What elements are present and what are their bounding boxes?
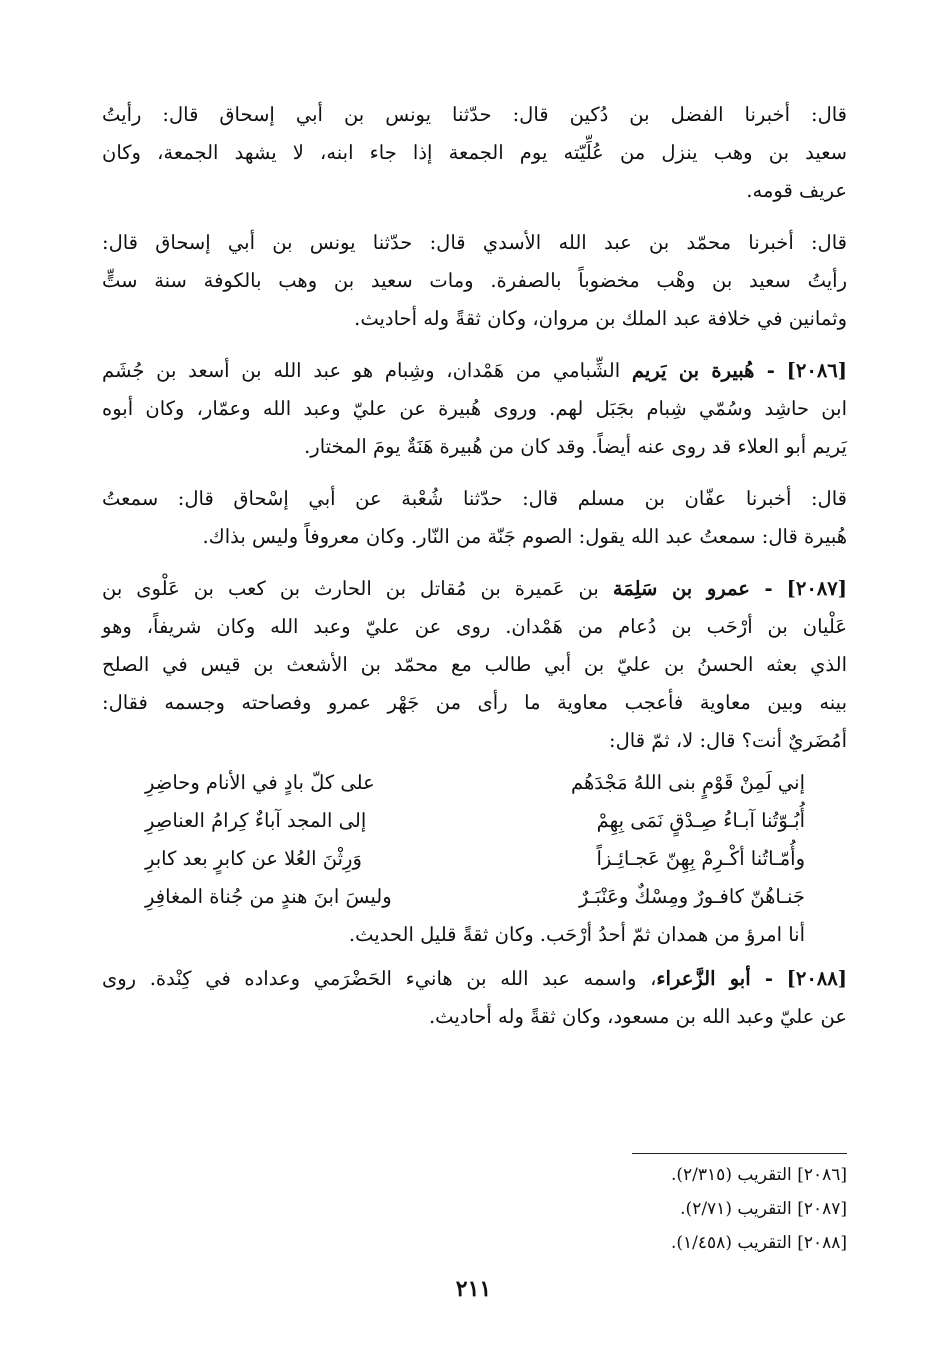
poem-verse — [145, 764, 805, 802]
entry-heading-line — [102, 570, 847, 608]
entry-number: [٢٠٨٨] — [786, 967, 847, 990]
entry-text: ، واسمه عبد الله بن هانيء الحَضْرَمي وعداده في كِنْدة. روى — [102, 967, 657, 990]
text-line: عن عليّ وعبد الله بن مسعود، وكان ثقةً وله أحاديث. — [428, 1005, 847, 1028]
text-line: الذي بعثه الحسنُ بن عليّ بن أبي طالب مع محمّد بن الأشعث بن قيس في الصلح — [102, 653, 847, 676]
footnote-divider — [632, 1153, 847, 1154]
poem-second-hemistich: إلى المجد آباءٌ كِرامُ العناصِرِ — [145, 809, 367, 832]
footnotes — [447, 1158, 847, 1260]
poem-first-hemistich: أُبُـوّتُنا آبـاءُ صِـدْقٍ نَمَى بِهِمْ — [596, 809, 805, 832]
poem-verse — [145, 878, 805, 916]
page-body — [102, 96, 847, 1050]
entry-number: [٢٠٨٧] — [786, 577, 847, 600]
entry-name: - عمرو بن سَلِمَة — [612, 577, 773, 600]
entry-2088 — [102, 960, 847, 1036]
text-line: يَريم أبو العلاء قد روى عنه أيضاً. وقد كان من هُبيرة هَنَةٌ يومَ المختار. — [304, 435, 847, 458]
text-line: قال: أخبرنا محمّد بن عبد الله الأسدي قال: حدّثنا يونس بن أبي إسحاق قال: — [102, 231, 847, 254]
poem-verse — [145, 840, 805, 878]
text-line: سعيد بن وهب ينزل من عُلِّيّته يوم الجمعة إذا جاء ابنه، لا يشهد الجمعة، وكان — [102, 141, 847, 164]
entry-2087 — [102, 570, 847, 760]
poem — [145, 764, 805, 954]
entry-heading-line — [102, 352, 847, 390]
entry-name: - هُبيرة بن يَريم — [631, 359, 775, 382]
entry-text: الشِّبامي من هَمْدان، وشِبام هو عبد الله بن أسعد بن جُشَم — [102, 359, 621, 382]
poem-second-hemistich: على كلّ بادٍ في الأنام وحاضِرِ — [145, 771, 375, 794]
poem-first-hemistich: جَنـاهُنّ كافـورٌ ومِسْكٌ وعَنْبَـرٌ — [578, 885, 805, 908]
poem-second-hemistich: وَرِثْنَ العُلا عن كابرٍ بعد كابرِ — [145, 847, 362, 870]
poem-verse — [145, 802, 805, 840]
text-line: هُبيرة قال: سمعتُ عبد الله يقول: الصوم جَنّة من النّار. وكان معروفاً وليس بذاك. — [202, 525, 847, 548]
paragraph-muhammad-al-asadi — [102, 224, 847, 338]
entry-name: - أبو الزَّعراء — [656, 967, 773, 990]
poem-first-hemistich: وأُمّـاتُنا أكْـرِمْ بِهِنّ عَجـائِـزاً — [596, 847, 805, 870]
poem-first-hemistich: إني لَمِنْ قَوْمٍ بنى اللهُ مَجْدَهُم — [571, 771, 805, 794]
paragraph-fadl-ibn-dukayn — [102, 96, 847, 210]
after-poem-line — [145, 916, 805, 954]
text-line: ابن حاشِد وسُمّي شِبام بجَبَل لهم. وروى هُبيرة عن عليّ وعبد الله وعمّار، وكان أبوه — [102, 397, 847, 420]
footnote: [٢٠٨٧] التقريب (٢/٧١). — [680, 1199, 847, 1219]
paragraph-affan-ibn-muslim — [102, 480, 847, 556]
text-line: عَلْيان بن أرْحَب بن دُعام من هَمْدان. روى عن عليّ وعبد الله وكان شريفاً، وهو — [102, 615, 847, 638]
entry-text: بن عَميرة بن مُقاتل بن الحارث بن كعب بن عَلْوى بن — [102, 577, 599, 600]
page-number: ٢١١ — [455, 1276, 492, 1302]
entry-heading-line — [102, 960, 847, 998]
text-line: أمُضَريٌ أنت؟ قال: لا، ثمّ قال: — [609, 729, 847, 752]
text-line: قال: أخبرنا الفضل بن دُكين قال: حدّثنا يونس بن أبي إسحاق قال: رأيتُ — [102, 103, 847, 126]
text-line: عريف قومه. — [746, 179, 847, 202]
footnote: [٢٠٨٦] التقريب (٢/٣١٥). — [671, 1165, 847, 1185]
footnote: [٢٠٨٨] التقريب (١/٤٥٨). — [671, 1233, 847, 1253]
entry-number: [٢٠٨٦] — [786, 359, 848, 382]
text-line: رأيتُ سعيد بن وهْب مخضوباً بالصفرة. ومات سعيد بن وهب بالكوفة سنة ستٍّ — [102, 269, 847, 292]
text-line: قال: أخبرنا عفّان بن مسلم قال: حدّثنا شُعْبة عن أبي إسْحاق قال: سمعتُ — [102, 487, 847, 510]
after-poem-text: أنا امرؤ من همدان ثمّ أحدُ أرْحَب. وكان ثقةً قليل الحديث. — [348, 923, 805, 946]
text-line: وثمانين في خلافة عبد الملك بن مروان، وكان ثقةً وله أحاديث. — [354, 307, 847, 330]
poem-second-hemistich: وليسَ ابنَ هندٍ من جُناة المغافِرِ — [145, 885, 392, 908]
text-line: بينه وبين معاوية فأعجب معاوية ما رأى من جَهْر عمرو وفصاحته وجسمه فقال: — [102, 691, 847, 714]
entry-2086 — [102, 352, 847, 466]
